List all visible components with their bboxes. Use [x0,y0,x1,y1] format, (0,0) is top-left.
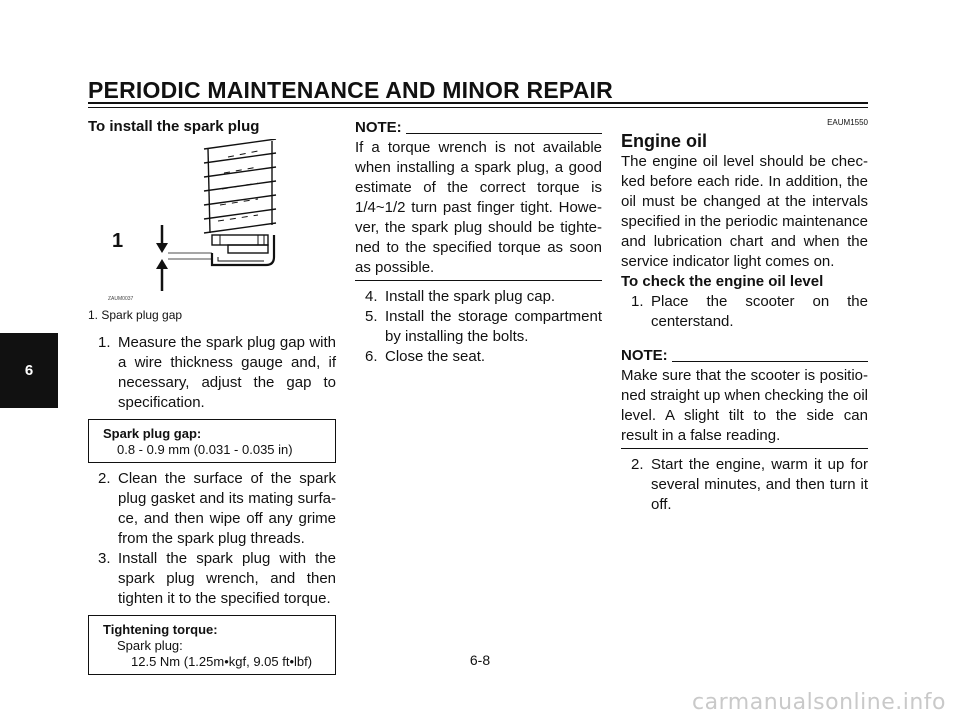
list-item: 4. Install the spark plug cap. [365,288,556,305]
spec-value: 0.8 - 0.9 mm (0.031 - 0.035 in) [117,442,293,457]
subheading-check-oil-level: To check the engine oil level [621,273,824,290]
page-number: 6-8 [469,652,491,668]
spec-box-spark-plug-gap [88,419,336,463]
steps-list-a [88,333,336,413]
note-body: If a torque wrench is not available when installing a spark plug, a good estimate of the correct torque is 1/4~1/2 turn past finger tight. However, the spark plug should be tightened to the specified torque as soon as possible. [355,138,602,281]
steps-list-a [621,292,868,332]
note-heading [621,346,868,366]
steps-list [355,287,602,367]
list-item: 2. Clean the surface of the spark plug gasket and its mating surface, and then wipe off any grime from the spark plug threads. [98,470,336,547]
spark-plug-gap-illustration [88,139,336,299]
spec-label: Spark plug gap: [103,426,202,441]
header-rule [88,102,868,108]
page-title: PERIODIC MAINTENANCE AND MINOR REPAIR [88,77,613,103]
spec-value: 12.5 Nm (1.25m•kgf, 9.05 ft•lbf) [131,654,313,669]
note-label: NOTE: [621,347,668,364]
watermark: carmanualsonline.info [692,690,946,715]
list-item: 1. Measure the spark plug gap with a wire thickness gauge and, if necessary, adjust the gap to specification. [98,334,336,411]
chapter-tab: 6 [0,333,58,408]
figure-callout-number: 1 [112,230,124,252]
list-item: 5. Install the storage compartment by installing the bolts. [365,308,602,345]
subheading-install-spark-plug: To install the spark plug [88,118,260,135]
note-body: Make sure that the scooter is positioned straight up when checking the oil level. A slight tilt to the side can result in a false reading. [621,366,868,449]
list-item: 6. Close the seat. [365,348,486,365]
steps-list-b [621,455,868,515]
note-label: NOTE: [355,119,402,136]
steps-list-b [88,469,336,609]
list-item: 2. Start the engine, warm it up for several minutes, and then turn it off. [631,456,868,513]
spec-label: Tightening torque: [103,622,218,637]
column-2 [355,118,602,367]
list-item: 3. Install the spark plug with the spark plug wrench, and then tighten it to the specified torque. [98,550,336,607]
spec-sub-label: Spark plug: [117,638,183,653]
reference-code: EAUM1550 [827,118,868,127]
figure-caption: 1. Spark plug gap [88,308,183,322]
note-rule [672,361,868,362]
section-title-engine-oil: Engine oil [621,131,708,151]
column-1 [88,117,336,681]
spark-plug-figure [88,139,336,302]
note-heading [355,118,602,138]
list-item: 1. Place the scooter on the centerstand. [631,293,868,330]
intro-paragraph: The engine oil level should be checked before each ride. In addition, the oil must be changed at the intervals specified in the periodic maintenance and lubrication chart and when the service indicator light comes on. [621,153,868,270]
column-3 [621,118,868,515]
figure-code: ZAUM0037 [108,296,134,302]
note-rule [406,133,602,134]
